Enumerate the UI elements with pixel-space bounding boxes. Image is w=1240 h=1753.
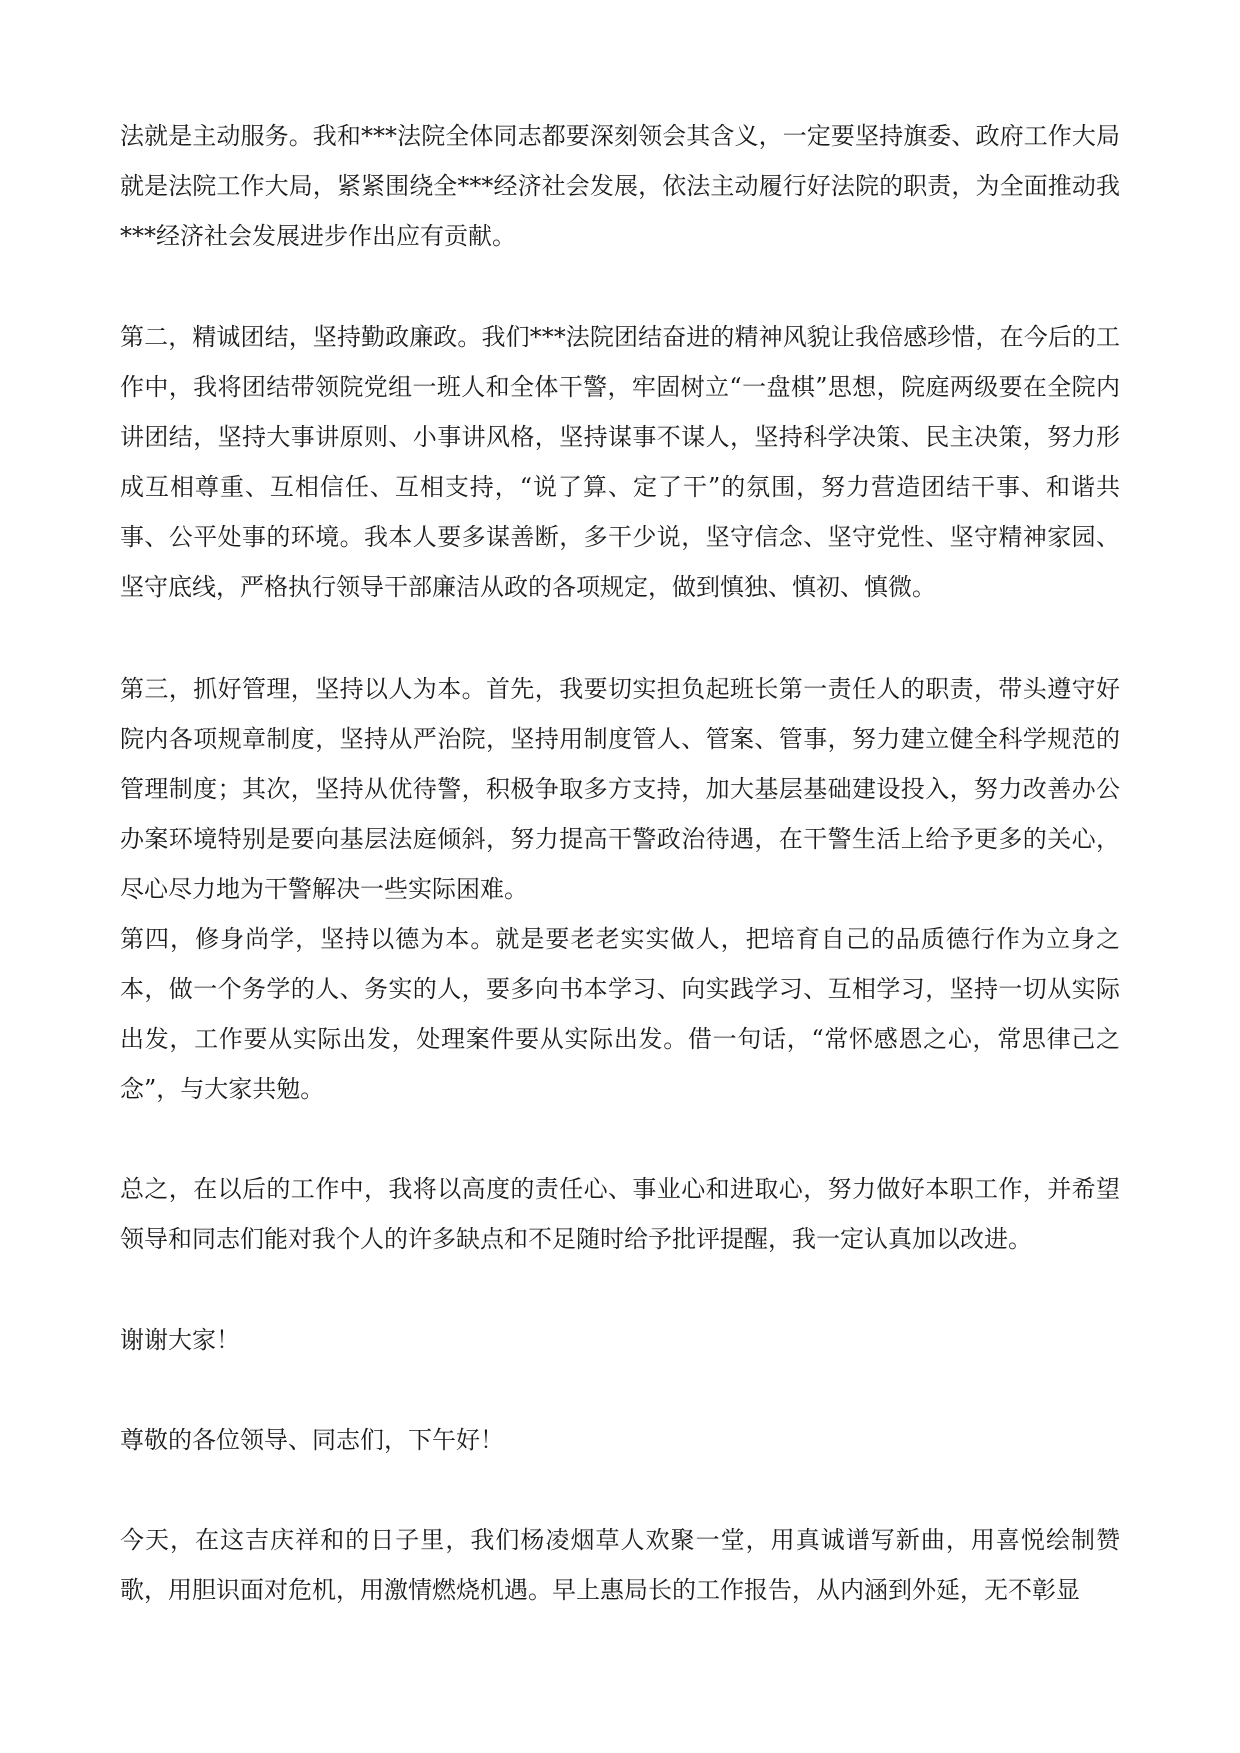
- paragraph-service-duty: 法就是主动服务。我和***法院全体同志都要深刻领会其含义，一定要坚持旗委、政府工作大局就是法院工作大局，紧紧围绕全***经济社会发展，依法主动履行好法院的职责，为全面推动我***经济社会发展进步作出应有贡献。: [120, 122, 1120, 250]
- paragraph-greeting: 尊敬的各位领导、同志们，下午好！: [120, 1426, 504, 1454]
- paragraph-third-management: 第三，抓好管理，坚持以人为本。首先，我要切实担负起班长第一责任人的职责，带头遵守好院内各项规章制度，坚持从严治院，坚持用制度管人、管案、管事，努力建立健全科学规范的管理制度；其次，坚持从优待警，积极争取多方支持，加大基层基础建设投入，努力改善办公办案环境特别是要向基层法庭倾斜，努力提高干警政治待遇，在干警生活上给予更多的关心，尽心尽力地为干警解决一些实际困难。: [120, 675, 1120, 903]
- paragraph-fourth-virtue: 第四，修身尚学，坚持以德为本。就是要老老实实做人，把培育自己的品质德行作为立身之本，做一个务学的人、务实的人，要多向书本学习、向实践学习、互相学习，坚持一切从实际出发，工作要从实际出发，处理案件要从实际出发。借一句话，“常怀感恩之心，常思律己之念”，与大家共勉。: [120, 925, 1120, 1103]
- paragraph-thanks: 谢谢大家！: [120, 1326, 240, 1354]
- paragraph-second-unity: 第二，精诚团结，坚持勤政廉政。我们***法院团结奋进的精神风貌让我倍感珍惜，在今后的工作中，我将团结带领院党组一班人和全体干警，牢固树立“一盘棋”思想，院庭两级要在全院内讲团结，坚持大事讲原则、小事讲风格，坚持谋事不谋人，坚持科学决策、民主决策，努力形成互相尊重、互相信任、互相支持，“说了算、定了干”的氛围，努力营造团结干事、和谐共事、公平处事的环境。我本人要多谋善断，多干少说，坚守信念、坚守党性、坚守精神家园、坚守底线，严格执行领导干部廉洁从政的各项规定，做到慎独、慎初、慎微。: [120, 323, 1120, 601]
- paragraph-opening: 今天，在这吉庆祥和的日子里，我们杨凌烟草人欢聚一堂，用真诚谱写新曲，用喜悦绘制赞歌，用胆识面对危机，用激情燃烧机遇。早上惠局长的工作报告，从内涵到外延，无不彰显: [120, 1526, 1120, 1604]
- paragraph-conclusion: 总之，在以后的工作中，我将以高度的责任心、事业心和进取心，努力做好本职工作，并希望领导和同志们能对我个人的许多缺点和不足随时给予批评提醒，我一定认真加以改进。: [120, 1175, 1120, 1253]
